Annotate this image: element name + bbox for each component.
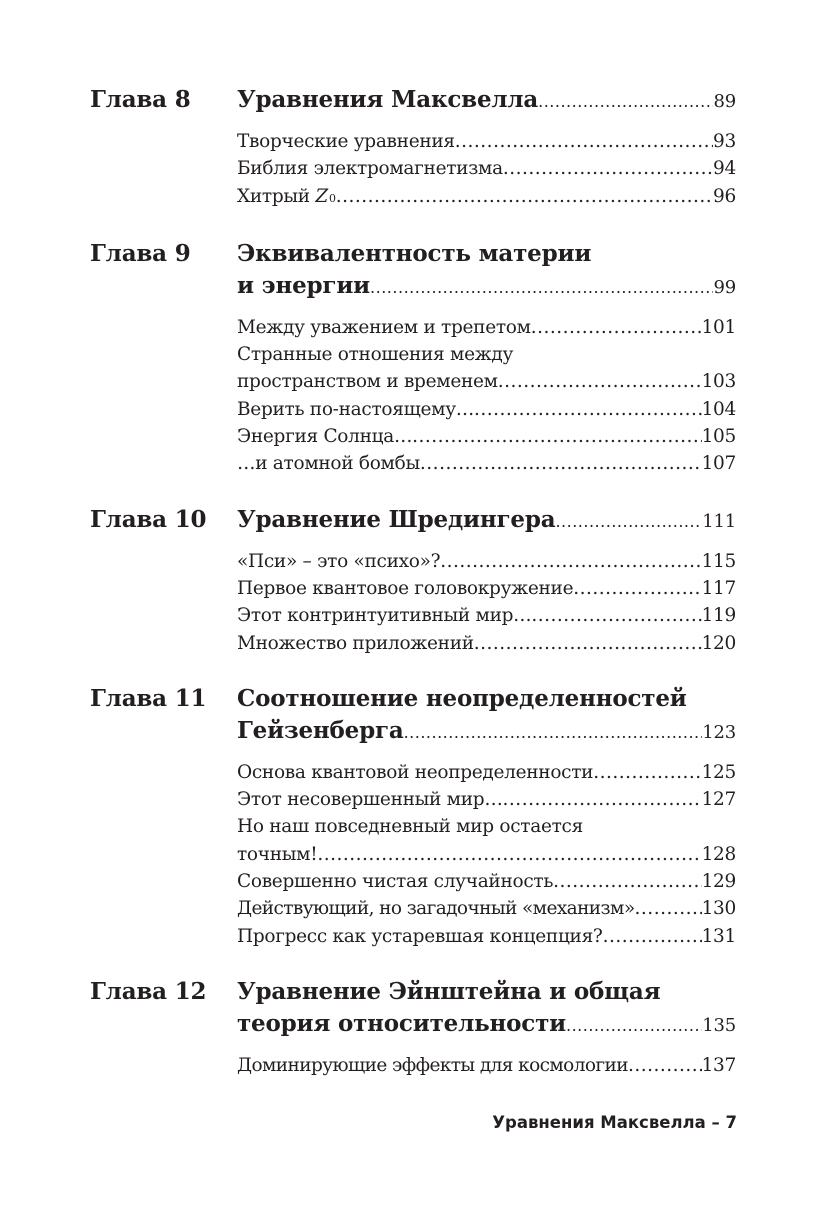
section-list [237, 314, 736, 478]
dot-leader [593, 759, 701, 786]
dot-leader [628, 1052, 702, 1079]
toc-entry[interactable] [237, 868, 736, 895]
dot-leader [440, 548, 701, 575]
section-title: Хитрый [237, 185, 316, 207]
chapter-9 [90, 238, 736, 478]
table-of-contents [90, 84, 736, 1105]
section-page-number: 130 [701, 898, 736, 920]
section-title: Действующий, но загадочный «механизм» [237, 898, 635, 920]
chapter-body [237, 238, 736, 478]
chapter-10 [90, 504, 736, 657]
section-list [237, 1052, 736, 1079]
chapter-title-line[interactable]: Уравнение Эйнштейна и общая [237, 977, 661, 1005]
chapter-label: Глава 11 [90, 684, 207, 712]
dot-leader [573, 575, 701, 602]
section-page-number: 137 [701, 1054, 736, 1076]
dot-leader [553, 868, 701, 895]
footer-separator: – [711, 1113, 720, 1132]
section-page-number: 128 [701, 843, 736, 865]
math-symbol: Z [315, 185, 328, 207]
toc-entry[interactable] [237, 1052, 736, 1079]
section-page-number: 107 [701, 453, 736, 475]
section-title: «Пси» – это «психо»? [237, 550, 441, 572]
section-title: Первое квантовое головокружение [237, 577, 574, 599]
toc-entry[interactable] [237, 423, 736, 450]
chapter-title-text: Уравнения Максвелла [237, 86, 539, 113]
toc-entry[interactable] [237, 128, 736, 155]
section-page-number: 104 [701, 398, 736, 420]
dot-leader [538, 86, 713, 118]
chapter-title-text: теория относительности [237, 1009, 566, 1037]
section-page-number: 103 [701, 371, 736, 393]
toc-entry[interactable] [237, 759, 736, 786]
toc-entry[interactable] [237, 841, 736, 868]
chapter-page-number: 111 [702, 510, 736, 532]
section-page-number: 105 [701, 426, 736, 448]
running-footer [492, 1113, 737, 1132]
dot-leader [531, 602, 701, 629]
toc-entry[interactable] [237, 314, 736, 341]
section-title: Этот несовершенный мир… [237, 789, 503, 811]
section-list [237, 548, 736, 657]
dot-leader [370, 272, 713, 304]
dot-leader [404, 717, 703, 749]
chapter-title-text: Гейзенберга [237, 716, 404, 744]
section-page-number: 120 [701, 632, 736, 654]
section-title: Доминирующие эффекты для космологии [237, 1054, 628, 1076]
chapter-title-line[interactable] [237, 715, 736, 749]
chapter-title-line[interactable]: Соотношение неопределенностей [237, 684, 687, 712]
toc-entry[interactable] [237, 786, 736, 813]
dot-leader [531, 314, 702, 341]
dot-leader [455, 128, 713, 155]
section-title: Библия электромагнетизма [237, 158, 503, 180]
chapter-page-number: 123 [702, 721, 736, 743]
section-page-number: 117 [701, 577, 736, 599]
dot-leader [317, 841, 701, 868]
section-title: Основа квантовой неопределенности [237, 761, 594, 783]
section-title: Энергия Солнца… [237, 426, 413, 448]
section-title-first-line[interactable]: Странные отношения между [237, 344, 514, 366]
dot-leader [474, 396, 702, 423]
section-title: …и атомной бомбы [237, 453, 420, 475]
dot-leader [412, 423, 701, 450]
chapter-body [237, 504, 736, 657]
chapter-label: Глава 8 [90, 86, 191, 113]
dot-leader [566, 1010, 702, 1042]
dot-leader [420, 450, 702, 477]
dot-leader [635, 895, 702, 922]
chapter-12 [90, 976, 736, 1079]
dot-leader [503, 786, 702, 813]
section-title: Прогресс как устаревшая концепция? [237, 925, 603, 947]
chapter-body [237, 976, 736, 1079]
section-page-number: 96 [713, 185, 736, 207]
section-title: Творческие уравнения [237, 131, 455, 152]
chapter-body [237, 84, 736, 212]
section-page-number: 125 [701, 761, 736, 783]
section-title: пространством и временем [237, 371, 498, 393]
section-title: Множество приложений [237, 632, 474, 654]
toc-entry[interactable] [237, 630, 736, 657]
chapter-title-line[interactable] [237, 1008, 736, 1042]
section-title: Совершенно чистая случайность [237, 871, 554, 893]
chapter-title-line[interactable] [237, 504, 736, 538]
section-page-number: 129 [701, 871, 736, 893]
chapter-body [237, 683, 736, 950]
dot-leader [498, 368, 702, 395]
section-page-number: 127 [701, 789, 736, 811]
toc-entry[interactable] [237, 396, 736, 423]
section-title: точным! [237, 843, 318, 865]
toc-entry[interactable] [237, 575, 736, 602]
toc-entry[interactable] [237, 368, 736, 395]
chapter-title-text: Уравнение Шредингера [237, 505, 556, 533]
section-title: Между уважением и трепетом [237, 316, 531, 338]
chapter-label: Глава 12 [90, 977, 207, 1005]
dot-leader [603, 923, 702, 950]
running-title: Уравнения Максвелла [492, 1113, 706, 1132]
chapter-8 [90, 84, 736, 212]
section-title: Верить по-настоящему… [237, 398, 475, 420]
section-title: Этот контринтуитивный мир… [237, 605, 532, 627]
chapter-title-line[interactable] [237, 270, 736, 304]
section-list [237, 759, 736, 950]
chapter-page-number: 99 [713, 276, 736, 298]
section-page-number: 119 [701, 605, 736, 627]
toc-entry[interactable] [237, 895, 736, 922]
section-list [237, 128, 736, 212]
chapter-title-line[interactable]: Эквивалентность материи [237, 239, 592, 267]
chapter-title-text: и энергии [237, 271, 371, 299]
chapter-title-line[interactable] [237, 84, 736, 118]
section-page-number: 131 [701, 925, 736, 947]
dot-leader [474, 630, 702, 657]
toc-entry[interactable] [237, 155, 736, 182]
section-page-number: 101 [701, 316, 736, 338]
toc-entry[interactable] [237, 602, 736, 629]
chapter-page-number: 135 [702, 1014, 736, 1036]
toc-entry[interactable] [237, 183, 736, 212]
section-page-number: 94 [713, 158, 736, 180]
dot-leader [555, 506, 702, 538]
page-number: 7 [725, 1113, 737, 1132]
dot-leader [336, 183, 713, 210]
dot-leader [503, 155, 713, 182]
toc-entry[interactable] [237, 923, 736, 950]
section-page-number: 93 [713, 131, 736, 152]
chapter-label: Глава 9 [90, 239, 191, 267]
chapter-page-number: 89 [713, 91, 736, 112]
chapter-label: Глава 10 [90, 505, 207, 533]
math-superscript: 0 [328, 191, 336, 205]
chapter-11 [90, 683, 736, 950]
toc-entry[interactable] [237, 548, 736, 575]
toc-entry[interactable] [237, 450, 736, 477]
section-title-first-line[interactable]: Но наш повседневный мир остается [237, 816, 583, 838]
section-page-number: 115 [701, 550, 736, 572]
